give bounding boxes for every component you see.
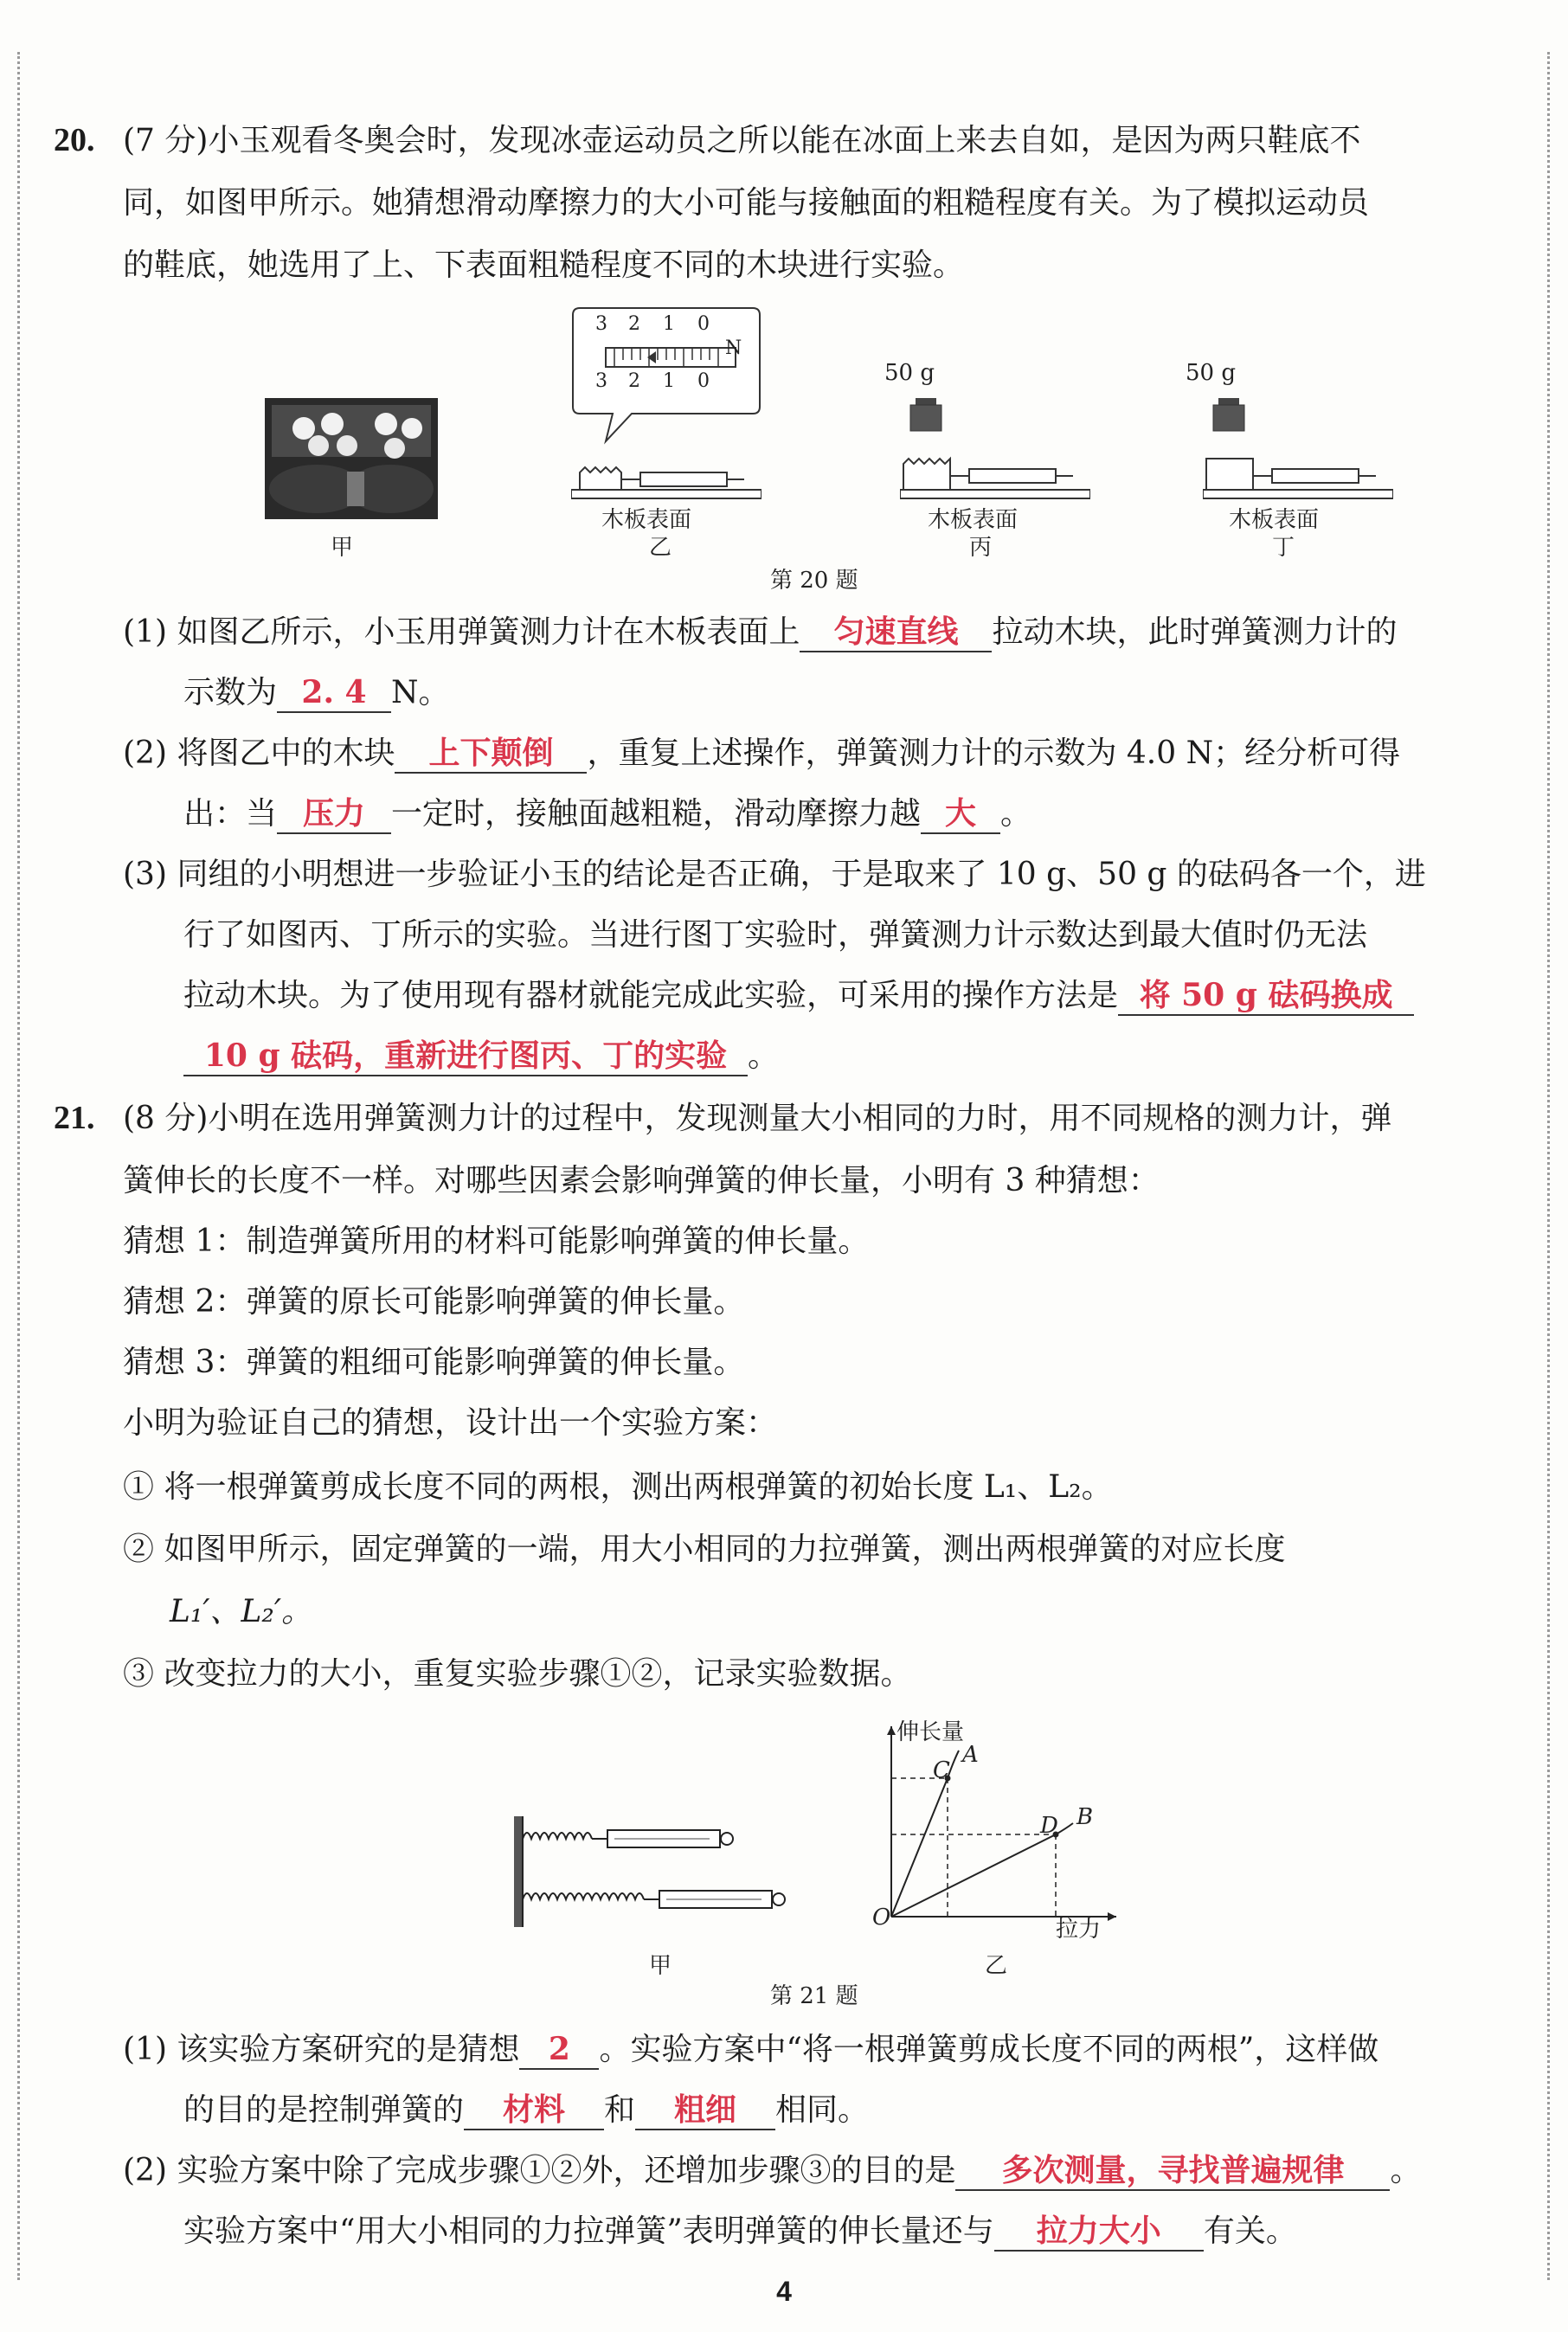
curling-shoe-photo: [265, 398, 438, 519]
q20-p3-answer-2: 10 g 砝码，重新进行图丙、丁的实验: [183, 1037, 748, 1076]
q21-p1-text-b: 。实验方案中“将一根弹簧剪成长度不同的两根”，这样做: [599, 2032, 1379, 2067]
graph-origin-label: O: [872, 1905, 891, 1930]
graph-point-C: C: [933, 1757, 950, 1783]
figure-20-surface-bing: 木板表面: [928, 507, 1019, 533]
graph-point-A: A: [962, 1742, 979, 1768]
right-dotted-margin: [1547, 52, 1550, 2280]
figure-21-label-jia: 甲: [649, 1953, 672, 1979]
q21-stem-line-7: ① 将一根弹簧剪成长度不同的两根，测出两根弹簧的初始长度 L₁、L₂。: [123, 1469, 1113, 1505]
q21-p1-text-d: 和: [604, 2092, 636, 2128]
scale-tick-bottom-1: 1: [663, 370, 675, 392]
q21-p1-text-c: 的目的是控制弹簧的: [183, 2092, 465, 2128]
graph-point-B: B: [1076, 1804, 1094, 1830]
q20-p3-text-d: 。: [748, 1038, 780, 1074]
q20-p2-text-b: ，重复上述操作，弹簧测力计的示数为 4.0 N；经分析可得: [587, 736, 1401, 771]
scale-tick-bottom-0: 0: [697, 370, 710, 392]
figure-20-weight-bing: 50 g: [884, 360, 935, 386]
q20-p1-text-c: 示数为: [183, 675, 278, 710]
figure-20-label-ding: 丁: [1272, 535, 1295, 561]
q20-part3-line3: [183, 974, 1507, 1018]
q21-stem-line-2: 簧伸长的长度不一样。对哪些因素会影响弹簧的伸长量，小明有 3 种猜想：: [123, 1163, 1160, 1198]
figure-21-caption: 第 21 题: [770, 1983, 858, 2009]
q21-stem-line-4: 猜想 2：弹簧的原长可能影响弹簧的伸长量。: [123, 1284, 745, 1320]
q20-stem-line-3: 的鞋底，她选用了上、下表面粗糙程度不同的木块进行实验。: [123, 247, 965, 283]
q21-part1-line2: [183, 2089, 1507, 2132]
q20-part3-line1: (3) 同组的小明想进一步验证小玉的结论是否正确，于是取来了 10 g、50 g 的砝码各一个，进: [123, 857, 1426, 892]
scale-tick-top-1: 1: [663, 313, 675, 335]
q21-p2-answer-1: 多次测量，寻找普遍规律: [955, 2151, 1390, 2191]
q20-part2-line2: [183, 793, 1507, 836]
q20-p2-text-a: (2) 将图乙中的木块: [123, 736, 395, 771]
figure-20-surface-yi: 木板表面: [601, 507, 692, 533]
q21-p1-text-e: 相同。: [775, 2092, 870, 2128]
q21-part2-line2: [183, 2210, 1507, 2253]
graph-y-axis-label: 伸长量: [896, 1719, 965, 1745]
figure-20-label-bing: 丙: [969, 535, 993, 561]
q21-part1-line1: [123, 2028, 1507, 2072]
q21-p2-text-b: 。: [1390, 2153, 1422, 2188]
q21-p2-text-d: 有关。: [1203, 2213, 1297, 2249]
q21-p2-text-a: (2) 实验方案中除了完成步骤①②外，还增加步骤③的目的是: [123, 2153, 956, 2188]
q20-p1-text-d: N。: [391, 675, 450, 710]
q21-stem-line-5: 猜想 3：弹簧的粗细可能影响弹簧的伸长量。: [123, 1345, 745, 1380]
setup-yi-block-and-scale: [571, 459, 762, 502]
question-20-number: 20.: [54, 122, 95, 158]
scale-tick-top-0: 0: [697, 313, 710, 335]
figure-20-weight-ding: 50 g: [1186, 360, 1236, 386]
q20-p1-text-b: 拉动木块，此时弹簧测力计的: [992, 614, 1398, 650]
figure-21: [511, 1709, 1134, 1995]
q20-p2-answer-2: 压力: [277, 794, 391, 834]
q20-p2-text-d: 一定时，接触面越粗糙，滑动摩擦力越: [391, 796, 922, 832]
scale-tick-top-2: 2: [628, 313, 640, 335]
q21-part2-line1: [123, 2149, 1507, 2193]
q21-stem-line-3: 猜想 1：制造弹簧所用的材料可能影响弹簧的伸长量。: [123, 1224, 870, 1259]
q20-part1-line1: [123, 611, 1507, 654]
q21-p1-answer-3: 粗细: [635, 2091, 775, 2130]
q20-p1-text-a: (1) 如图乙所示，小玉用弹簧测力计在木板表面上: [123, 614, 800, 650]
q20-p3-answer-1: 将 50 g 砝码换成: [1118, 976, 1414, 1016]
two-springs-apparatus: [511, 1813, 822, 1934]
q21-stem-line-1: (8 分)小明在选用弹簧测力计的过程中，发现测量大小相同的力时，用不同规格的测力计，弹: [123, 1101, 1392, 1136]
q20-p2-text-c: 出：当: [183, 796, 278, 832]
figure-20-label-yi: 乙: [649, 535, 672, 561]
q20-p2-answer-3: 大: [921, 794, 1000, 834]
q21-stem-line-10: ③ 改变拉力的大小，重复实验步骤①②，记录实验数据。: [123, 1656, 912, 1692]
scale-tick-bottom-3: 3: [595, 370, 607, 392]
left-dotted-margin: [17, 52, 20, 2280]
setup-ding-weight-block-scale: [1203, 389, 1393, 502]
setup-bing-weight-block-scale: [900, 389, 1090, 502]
q21-p2-answer-2: 拉力大小: [994, 2212, 1204, 2252]
q20-p1-answer-1: 匀速直线: [800, 613, 992, 652]
q20-stem-line-1: (7 分)小玉观看冬奥会时，发现冰壶运动员之所以能在冰面上来去自如，是因为两只鞋底不: [123, 123, 1361, 158]
scale-tick-bottom-2: 2: [628, 370, 640, 392]
q21-p1-answer-2: 材料: [464, 2091, 604, 2130]
figure-20-label-jia: 甲: [331, 535, 354, 561]
figure-20: [260, 303, 1320, 597]
q20-p3-text-c: 拉动木块。为了使用现有器材就能完成此实验，可采用的操作方法是: [183, 978, 1119, 1013]
scale-tick-top-3: 3: [595, 313, 607, 335]
q20-part3-line4: [183, 1035, 1507, 1078]
q20-p1-answer-2: 2. 4: [277, 673, 391, 713]
q20-p2-text-e: 。: [1000, 796, 1032, 832]
q21-stem-line-9: L₁′、L₂′。: [170, 1594, 313, 1629]
graph-x-axis-label: 拉力: [1056, 1917, 1102, 1943]
extension-force-graph: [865, 1718, 1125, 1943]
q21-stem-line-6: 小明为验证自己的猜想，设计出一个实验方案：: [123, 1405, 778, 1441]
q20-part1-line2: [183, 671, 1507, 715]
figure-20-caption: 第 20 题: [770, 568, 858, 594]
q21-p2-text-c: 实验方案中“用大小相同的力拉弹簧”表明弹簧的伸长量还与: [183, 2213, 994, 2249]
question-21-number: 21.: [54, 1100, 95, 1136]
q21-stem-line-8: ② 如图甲所示，固定弹簧的一端，用大小相同的力拉弹簧，测出两根弹簧的对应长度: [123, 1532, 1286, 1567]
page-number: 4: [776, 2276, 792, 2307]
scale-unit: N: [725, 337, 742, 359]
figure-21-label-yi: 乙: [985, 1953, 1008, 1979]
q21-p1-answer-1: 2: [519, 2030, 599, 2070]
figure-20-surface-ding: 木板表面: [1229, 507, 1320, 533]
q20-part2-line1: [123, 732, 1507, 775]
q20-stem-line-2: 同，如图甲所示。她猜想滑动摩擦力的大小可能与接触面的粗糙程度有关。为了模拟运动员: [123, 185, 1370, 221]
q20-p2-answer-1: 上下颠倒: [395, 734, 587, 774]
q21-p1-text-a: (1) 该实验方案研究的是猜想: [123, 2032, 520, 2067]
q20-part3-line2: 行了如图丙、丁所示的实验。当进行图丁实验时，弹簧测力计示数达到最大值时仍无法: [183, 917, 1368, 953]
graph-point-D: D: [1040, 1813, 1058, 1839]
